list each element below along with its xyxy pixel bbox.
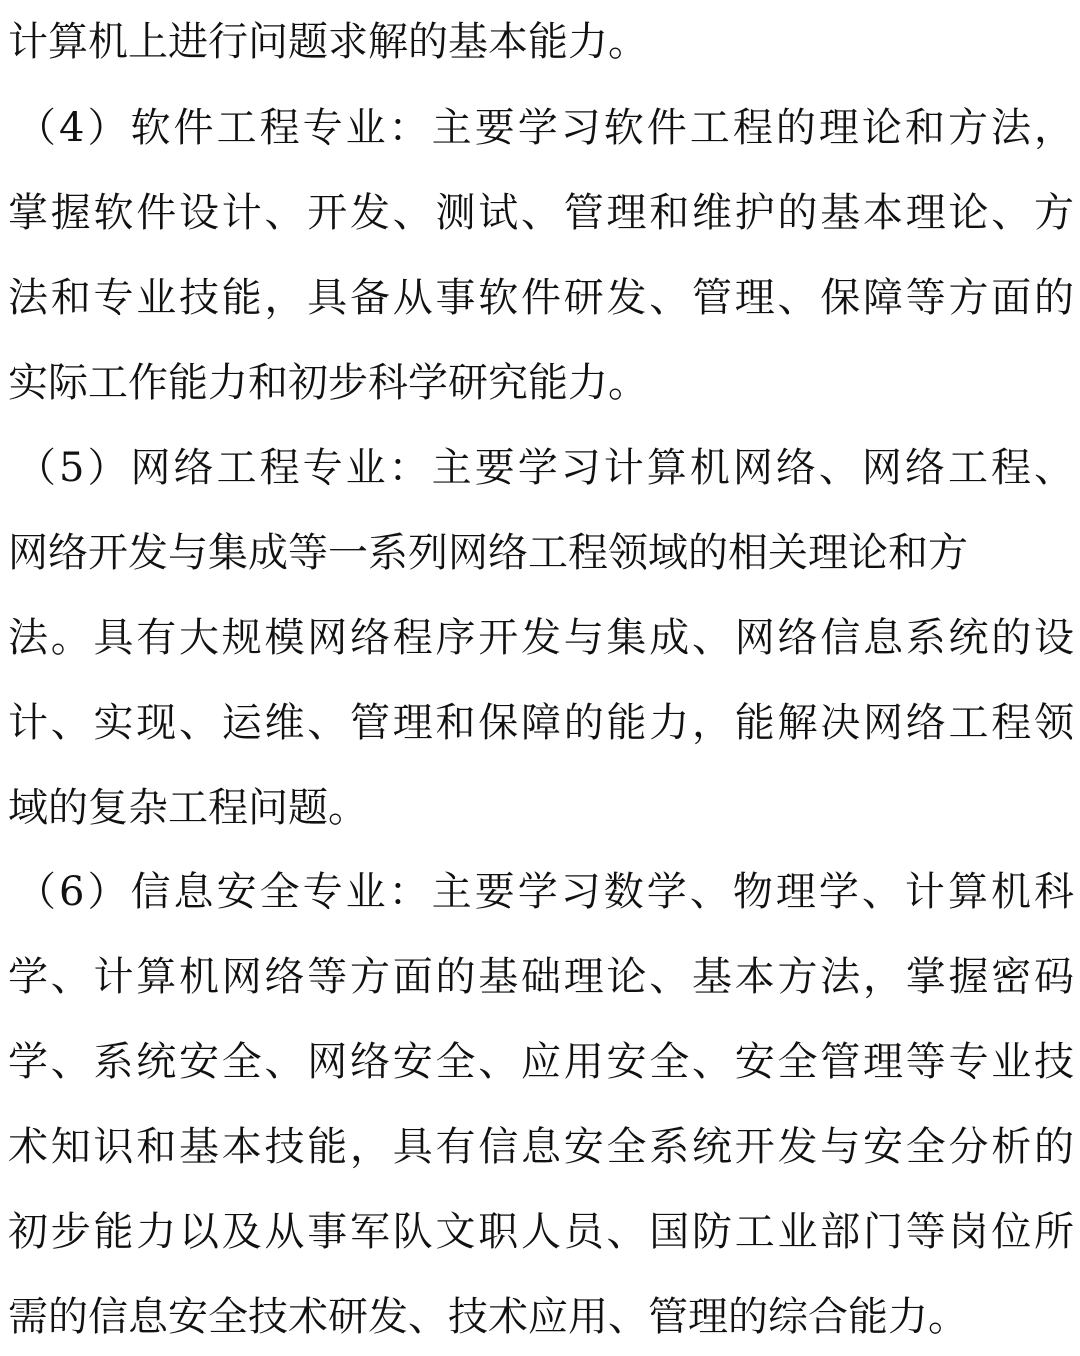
paragraph-heading-information-security: （6）信息安全专业：主要学习数学、物理学、计算机科: [16, 869, 1074, 915]
text-line: 掌握软件设计、开发、测试、管理和维护的基本理论、方: [8, 190, 1074, 236]
text-line: 网络开发与集成等一系列网络工程领域的相关理论和方: [8, 530, 968, 576]
text-line: 学、系统安全、网络安全、应用安全、安全管理等专业技: [8, 1039, 1074, 1085]
paragraph-heading-network-engineering: （5）网络工程专业：主要学习计算机网络、网络工程、: [16, 445, 1074, 491]
text-line: 计、实现、运维、管理和保障的能力，能解决网络工程领: [8, 700, 1074, 746]
text-line: 域的复杂工程问题。: [8, 785, 368, 831]
text-line: 术知识和基本技能，具有信息安全系统开发与安全分析的: [8, 1124, 1074, 1170]
text-line: 计算机上进行问题求解的基本能力。: [8, 19, 648, 65]
text-line: 法和专业技能，具备从事软件研发、管理、保障等方面的: [8, 275, 1074, 321]
text-line: 学、计算机网络等方面的基础理论、基本方法，掌握密码: [8, 954, 1074, 1000]
text-line: 实际工作能力和初步科学研究能力。: [8, 360, 648, 406]
text-line: 法。具有大规模网络程序开发与集成、网络信息系统的设: [8, 615, 1074, 661]
text-line: 需的信息安全技术研发、技术应用、管理的综合能力。: [8, 1294, 968, 1340]
paragraph-heading-software-engineering: （4）软件工程专业：主要学习软件工程的理论和方法，: [16, 105, 1074, 151]
text-line: 初步能力以及从事军队文职人员、国防工业部门等岗位所: [8, 1209, 1074, 1255]
